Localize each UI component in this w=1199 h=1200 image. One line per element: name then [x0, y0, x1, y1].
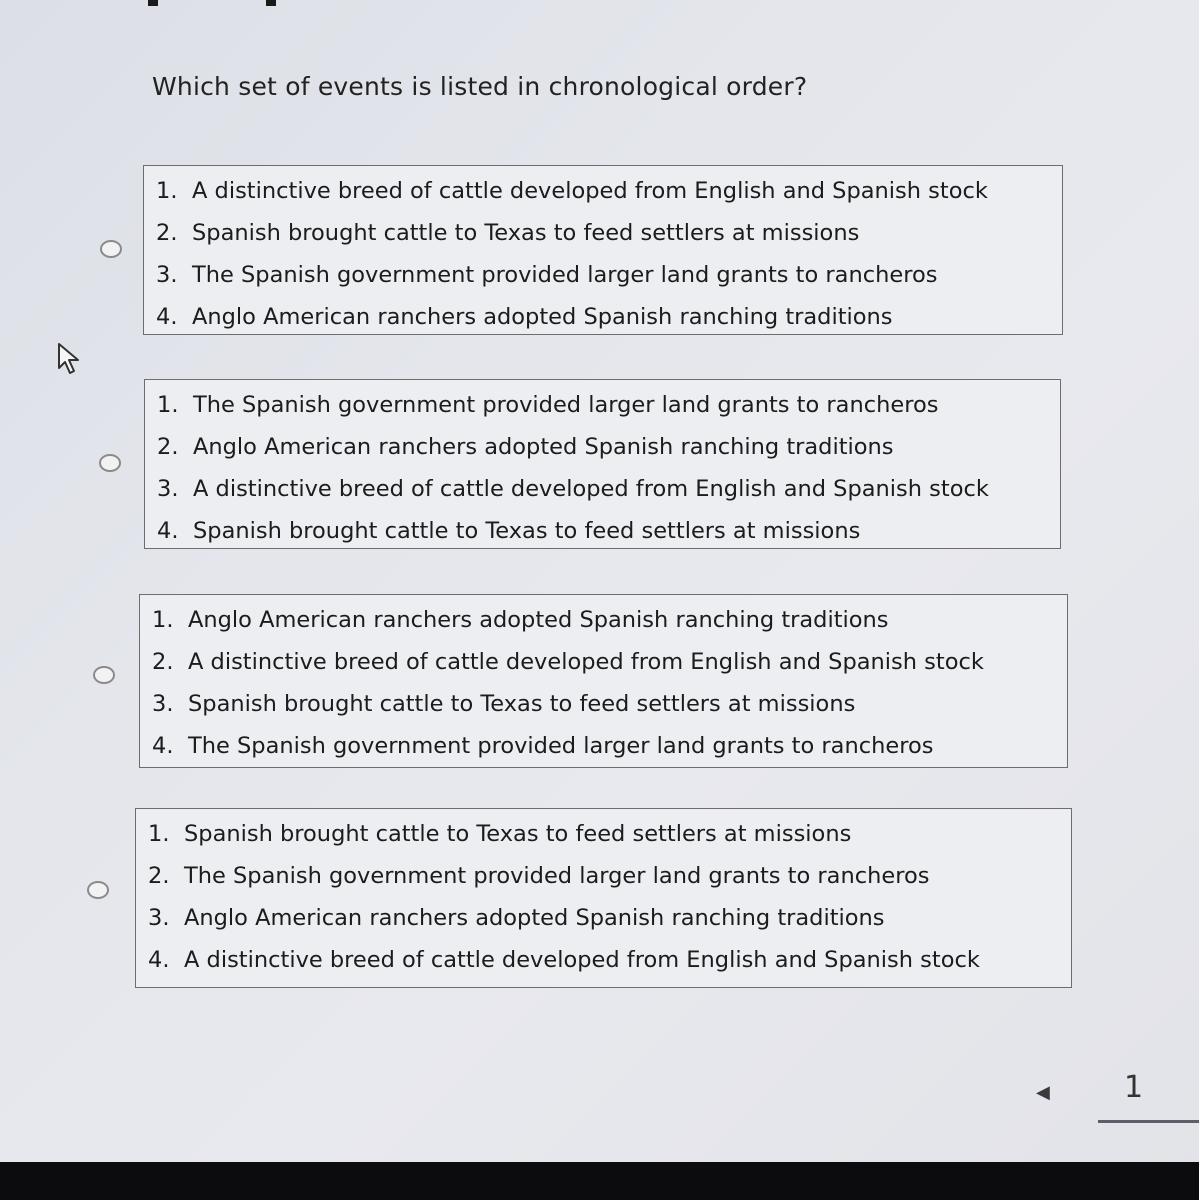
list-item	[148, 939, 1071, 981]
item-text: Anglo American ranchers adopted Spanish ranching traditions	[188, 607, 889, 633]
option-4-list-box[interactable]	[135, 808, 1072, 988]
list-item	[152, 599, 1067, 641]
item-text: A distinctive breed of cattle developed from English and Spanish stock	[184, 947, 980, 973]
top-edge-marks	[148, 0, 278, 6]
list-item	[157, 384, 1060, 426]
list-item	[157, 426, 1060, 468]
item-number: 3.	[157, 476, 179, 502]
item-number: 1.	[156, 178, 178, 204]
item-number: 1.	[148, 821, 170, 847]
list-item	[152, 641, 1067, 683]
item-number: 4.	[152, 733, 174, 759]
list-item	[156, 296, 1062, 338]
option-2-list-box[interactable]	[144, 379, 1061, 549]
list-item	[148, 813, 1071, 855]
list-item	[148, 855, 1071, 897]
item-text: A distinctive breed of cattle developed from English and Spanish stock	[188, 649, 984, 675]
list-item	[156, 254, 1062, 296]
option-1-list-box[interactable]	[143, 165, 1063, 335]
screen-bezel	[0, 1162, 1199, 1200]
item-text: Spanish brought cattle to Texas to feed settlers at missions	[188, 691, 856, 717]
item-number: 4.	[157, 518, 179, 544]
item-number: 3.	[148, 905, 170, 931]
radio-button-option-4[interactable]	[87, 881, 109, 899]
mouse-pointer-icon	[56, 342, 86, 376]
item-text: The Spanish government provided larger land grants to rancheros	[188, 733, 934, 759]
item-number: 1.	[152, 607, 174, 633]
item-text: A distinctive breed of cattle developed from English and Spanish stock	[192, 178, 988, 204]
item-number: 2.	[156, 220, 178, 246]
item-text: Anglo American ranchers adopted Spanish ranching traditions	[193, 434, 894, 460]
item-text: A distinctive breed of cattle developed from English and Spanish stock	[193, 476, 989, 502]
item-number: 3.	[156, 262, 178, 288]
item-number: 1.	[157, 392, 179, 418]
item-number: 2.	[152, 649, 174, 675]
list-item	[152, 725, 1067, 767]
question-text: Which set of events is listed in chronological order?	[152, 72, 808, 101]
item-number: 3.	[152, 691, 174, 717]
triangle-left-icon[interactable]: ◀	[1036, 1082, 1050, 1103]
option-3-list-box[interactable]	[139, 594, 1068, 768]
page-underline	[1098, 1120, 1199, 1123]
item-text: Spanish brought cattle to Texas to feed settlers at missions	[184, 821, 852, 847]
item-text: The Spanish government provided larger land grants to rancheros	[184, 863, 930, 889]
item-text: The Spanish government provided larger land grants to rancheros	[192, 262, 938, 288]
item-text: Spanish brought cattle to Texas to feed settlers at missions	[193, 518, 861, 544]
item-text: The Spanish government provided larger land grants to rancheros	[193, 392, 939, 418]
list-item	[157, 468, 1060, 510]
radio-button-option-1[interactable]	[100, 240, 122, 258]
item-number: 2.	[157, 434, 179, 460]
radio-button-option-3[interactable]	[93, 666, 115, 684]
current-page-number[interactable]: 1	[1124, 1070, 1144, 1105]
radio-button-option-2[interactable]	[99, 454, 121, 472]
list-item	[157, 510, 1060, 552]
item-number: 2.	[148, 863, 170, 889]
item-text: Anglo American ranchers adopted Spanish ranching traditions	[184, 905, 885, 931]
list-item	[148, 897, 1071, 939]
item-text: Spanish brought cattle to Texas to feed settlers at missions	[192, 220, 860, 246]
list-item	[152, 683, 1067, 725]
item-number: 4.	[156, 304, 178, 330]
list-item	[156, 212, 1062, 254]
item-text: Anglo American ranchers adopted Spanish ranching traditions	[192, 304, 893, 330]
item-number: 4.	[148, 947, 170, 973]
list-item	[156, 170, 1062, 212]
